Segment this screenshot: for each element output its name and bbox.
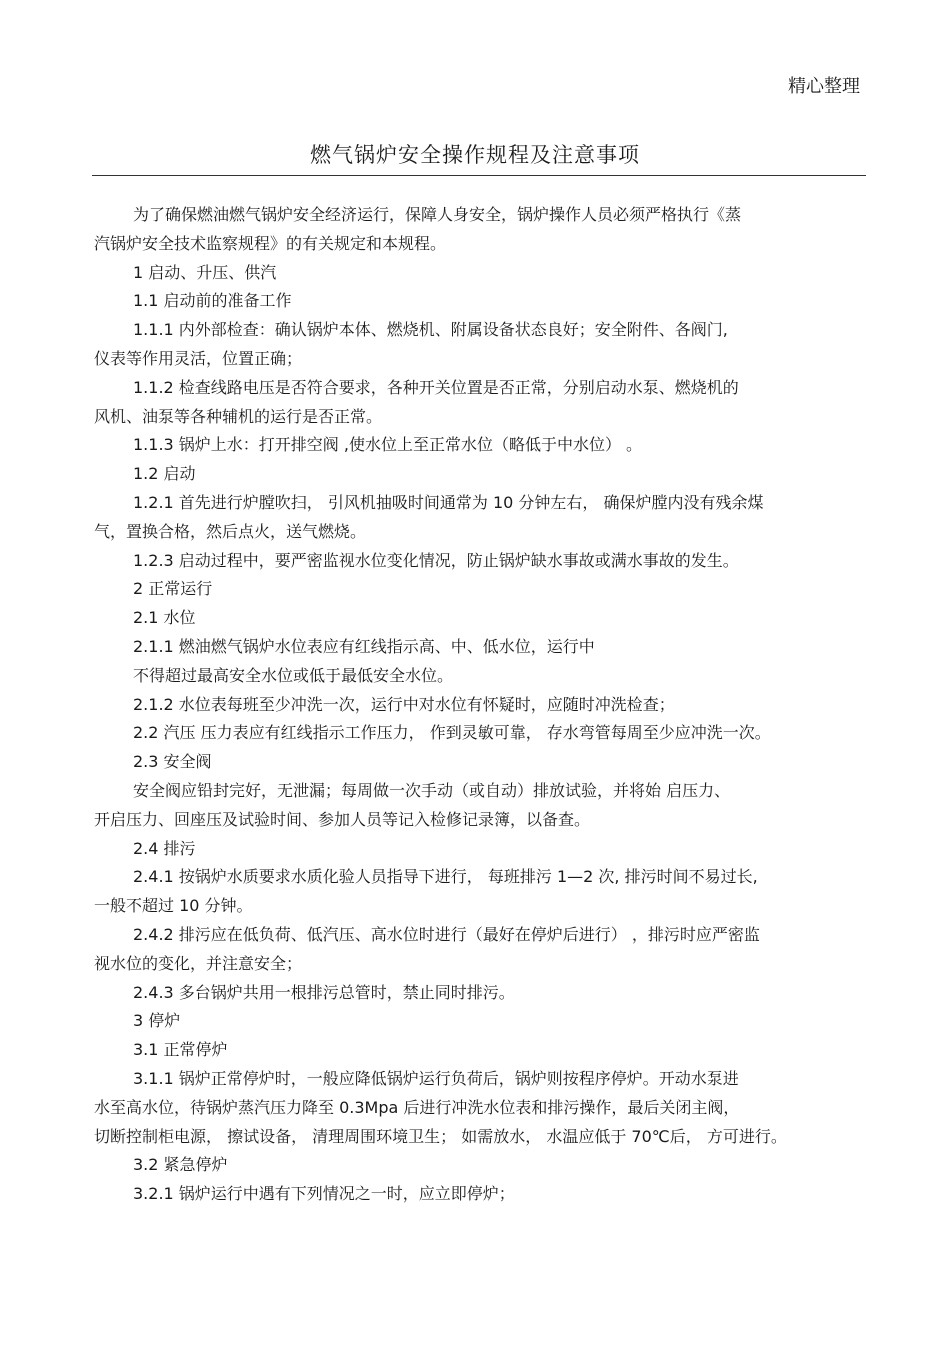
section-heading: 3.1 正常停炉 bbox=[133, 1040, 228, 1060]
paragraph-line: 汽锅炉安全技术监察规程》的有关规定和本规程。 bbox=[94, 233, 447, 253]
section-heading: 1.1 启动前的准备工作 bbox=[133, 291, 292, 311]
section-heading: 1 启动、升压、供汽 bbox=[133, 262, 277, 282]
paragraph-line: 2.1.1 燃油燃气锅炉水位表应有红线指示高、中、低水位，运行中 bbox=[133, 636, 595, 656]
paragraph-line: 2.2 汽压 压力表应有红线指示工作压力， 作到灵敏可靠， 存水弯管每周至少应冲洗一次。 bbox=[133, 723, 771, 743]
paragraph-line: 切断控制柜电源， 擦试设备， 清理周围环境卫生； 如需放水， 水温应低于 70℃后， 方可进行。 bbox=[94, 1126, 787, 1146]
paragraph-line: 开启压力、回座压及试验时间、参加人员等记入检修记录簿，以备查。 bbox=[94, 809, 591, 829]
header-note: 精心整理 bbox=[788, 76, 860, 97]
paragraph-line: 风机、油泵等各种辅机的运行是否正常。 bbox=[94, 406, 383, 426]
paragraph-line: 一般不超过 10 分钟。 bbox=[94, 896, 253, 916]
paragraph-line: 2.1.2 水位表每班至少冲洗一次，运行中对水位有怀疑时，应随时冲洗检查； bbox=[133, 694, 675, 714]
document-body bbox=[94, 201, 864, 1209]
section-heading: 2.1 水位 bbox=[133, 608, 196, 628]
section-heading: 2.3 安全阀 bbox=[133, 752, 212, 772]
paragraph-line: 不得超过最高安全水位或低于最低安全水位。 bbox=[133, 665, 454, 685]
paragraph-line: 气，置换合格，然后点火，送气燃烧。 bbox=[94, 521, 367, 541]
paragraph-line: 2.4.2 排污应在低负荷、低汽压、高水位时进行（最好在停炉后进行） ，排污时应严密监 bbox=[133, 924, 760, 944]
section-heading: 2 正常运行 bbox=[133, 579, 213, 599]
section-heading: 3.2 紧急停炉 bbox=[133, 1155, 228, 1175]
paragraph-line: 1.2.3 启动过程中，要严密监视水位变化情况，防止锅炉缺水事故或满水事故的发生。 bbox=[133, 550, 739, 570]
paragraph-line: 3.2.1 锅炉运行中遇有下列情况之一时，应立即停炉； bbox=[133, 1184, 515, 1204]
paragraph-line: 3.1.1 锅炉正常停炉时，一般应降低锅炉运行负荷后，锅炉则按程序停炉。开动水泵进 bbox=[133, 1068, 739, 1088]
paragraph-line: 1.2.1 首先进行炉膛吹扫， 引风机抽吸时间通常为 10 分钟左右， 确保炉膛内没有残余煤 bbox=[133, 492, 764, 512]
paragraph-line: 仪表等作用灵活，位置正确； bbox=[94, 348, 303, 368]
paragraph-line: 1.1.2 检查线路电压是否符合要求，各种开关位置是否正常，分别启动水泵、燃烧机的 bbox=[133, 377, 739, 397]
paragraph-line: 水至高水位，待锅炉蒸汽压力降至 0.3Mpa 后进行冲洗水位表和排污操作，最后关闭主阀， bbox=[94, 1097, 740, 1117]
paragraph-line: 1.1.3 锅炉上水：打开排空阀 ,使水位上至正常水位（略低于中水位） 。 bbox=[133, 435, 643, 455]
section-heading: 1.2 启动 bbox=[133, 464, 196, 484]
paragraph-line: 2.4.3 多台锅炉共用一根排污总管时，禁止同时排污。 bbox=[133, 982, 515, 1002]
document-title: 燃气锅炉安全操作规程及注意事项 bbox=[310, 143, 640, 167]
paragraph-line: 2.4.1 按锅炉水质要求水质化验人员指导下进行， 每班排污 1—2 次, 排污时间不易过长, bbox=[133, 867, 758, 887]
paragraph-line: 为了确保燃油燃气锅炉安全经济运行，保障人身安全，锅炉操作人员必须严格执行《蒸 bbox=[133, 205, 742, 224]
paragraph-line: 视水位的变化，并注意安全； bbox=[94, 953, 303, 973]
section-heading: 3 停炉 bbox=[133, 1011, 181, 1031]
paragraph-line: 1.1.1 内外部检查：确认锅炉本体、燃烧机、附属设备状态良好；安全附件、各阀门, bbox=[133, 320, 728, 340]
title-divider bbox=[92, 175, 866, 176]
section-heading: 2.4 排污 bbox=[133, 838, 196, 858]
paragraph-line: 安全阀应铅封完好，无泄漏；每周做一次手动（或自动）排放试验，并将始 启压力、 bbox=[133, 780, 731, 800]
